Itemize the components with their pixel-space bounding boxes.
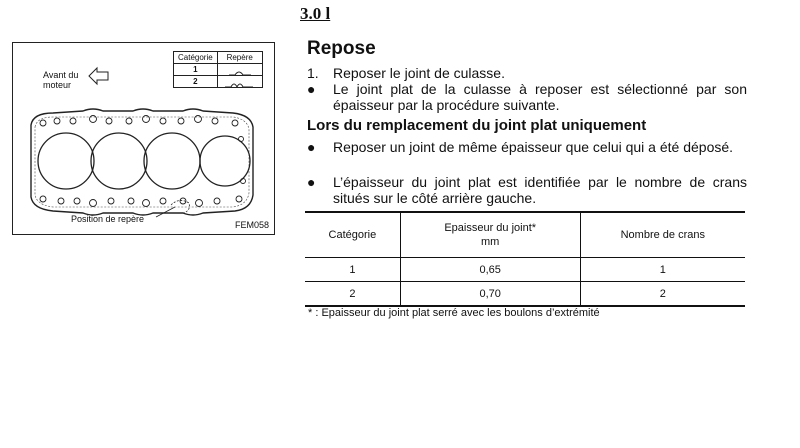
col-header-category: Catégorie [305, 212, 400, 258]
gasket-figure [12, 42, 275, 235]
engine-front-label-line1: Avant du [43, 70, 79, 80]
cell-thickness: 0,70 [400, 282, 580, 307]
engine-front-label-line2: moteur [43, 80, 72, 90]
step-1-text: Reposer le joint de culasse. [333, 65, 505, 81]
step-1 [307, 65, 747, 81]
col-header-thickness [400, 212, 580, 258]
bullet-3-text: L’épaisseur du joint plat est identifiée par le nombre de crans situés sur le côté arrière gauche. [333, 174, 747, 206]
mark-1-cell [217, 64, 262, 76]
bullet-icon: ● [307, 81, 316, 97]
figure-code: FEM058 [235, 220, 270, 230]
cell-category: 1 [305, 258, 400, 282]
col-header-notches: Nombre de crans [580, 212, 745, 258]
col-header-thickness-line2: mm [481, 236, 500, 248]
engine-front-label [43, 70, 78, 90]
bullet-1-text: Le joint plat de la culasse à reposer est sélectionné par son épaisseur par la procédure suivante. [333, 81, 747, 113]
category-header: Catégorie [174, 52, 218, 64]
bullet-3 [307, 174, 747, 206]
bullet-2-text: Reposer un joint de même épaisseur que celui qui a été déposé. [333, 139, 734, 155]
cylinder-bore-2 [91, 133, 147, 189]
mark-2-cell [217, 76, 262, 88]
bullet-1 [307, 81, 747, 113]
col-header-thickness-line1: Epaisseur du joint* [444, 222, 537, 234]
engine-displacement-label: 3.0 l [300, 4, 331, 23]
cell-notches: 2 [580, 282, 745, 307]
bolt-holes [40, 116, 246, 207]
cell-category: 2 [305, 282, 400, 307]
front-arrow-icon [89, 68, 108, 84]
bullet-icon: ● [307, 139, 316, 155]
table-row [305, 258, 745, 282]
cell-notches: 1 [580, 258, 745, 282]
cylinder-bore-1 [38, 133, 94, 189]
table-row [305, 282, 745, 307]
footnote: * : Epaisseur du joint plat serré avec les boulons d’extrémité [308, 307, 600, 319]
cell-thickness: 0,65 [400, 258, 580, 282]
section-title: Repose [307, 38, 376, 59]
bullet-2 [307, 139, 747, 155]
category-1-cell: 1 [174, 64, 218, 76]
bullet-icon: ● [307, 174, 316, 190]
mark-header: Repère [217, 52, 262, 64]
gasket-thickness-table [305, 211, 745, 307]
cylinder-bore-3 [144, 133, 200, 189]
step-1-marker: 1. [307, 65, 319, 81]
category-mark-table [173, 51, 263, 88]
section-subtitle: Lors du remplacement du joint plat uniquement [307, 117, 647, 134]
category-2-cell: 2 [174, 76, 218, 88]
mark-position-label: Position de repère [71, 214, 145, 224]
